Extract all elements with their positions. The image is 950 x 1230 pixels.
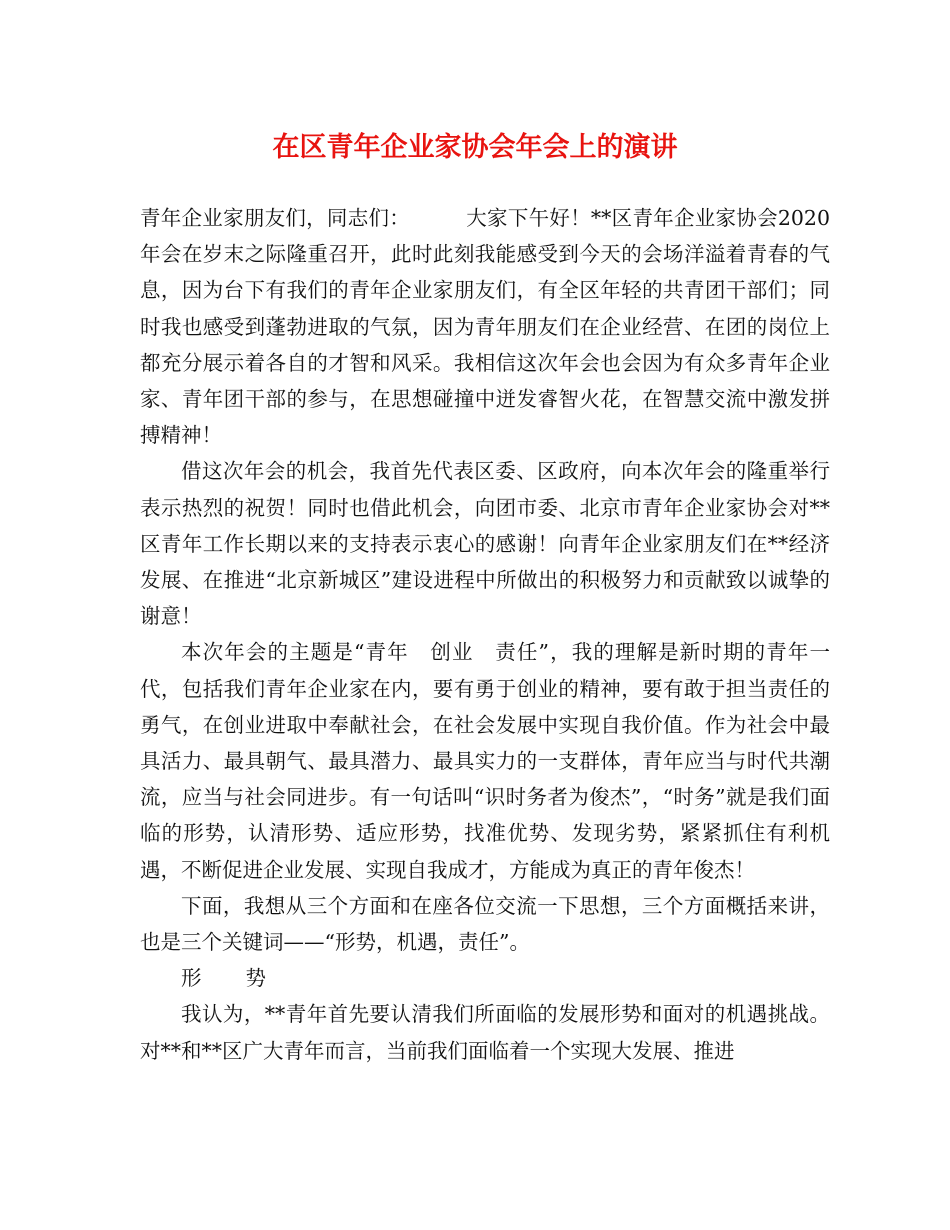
document-body bbox=[140, 200, 830, 1069]
paragraph-5: 我认为，**青年首先要认清我们所面临的发展形势和面对的机遇挑战。对**和**区广大青年而言，当前我们面临着一个实现大发展、推进 bbox=[140, 1002, 830, 1063]
document-title: 在区青年企业家协会年会上的演讲 bbox=[272, 132, 678, 163]
section-heading: 形势 bbox=[181, 966, 310, 991]
paragraph-4: 下面，我想从三个方面和在座各位交流一下思想，三个方面概括来讲，也是三个关键词——“形势，机遇，责任”。 bbox=[140, 893, 830, 955]
paragraph-3: 本次年会的主题是“青年 创业 责任”，我的理解是新时期的青年一代，包括我们青年企业家在内，要有勇于创业的精神，要有敢于担当责任的勇气，在创业进取中奉献社会，在社会发展中实现自我价值。作为社会中最具活力、最具朝气、最具潜力、最具实力的一支群体，青年应当与时代共潮流，应当与社会同进步。有一句话叫“识时务者为俊杰”，“时务”就是我们面临的形势，认清形势、适应形势，找准优势、发现劣势，紧紧抓住有利机遇，不断促进企业发展、实现自我成才，方能成为真正的青年俊杰！ bbox=[140, 640, 830, 882]
paragraph-2: 借这次年会的机会，我首先代表区委、区政府，向本次年会的隆重举行表示热烈的祝贺！同时也借此机会，向团市委、北京市青年企业家协会对**区青年工作长期以来的支持表示衷心的感谢！向青年企业家朋友们在**经济发展、在推进“北京新城区”建设进程中所做出的积极努力和贡献致以诚挚的谢意！ bbox=[140, 459, 830, 629]
opening-paragraph bbox=[140, 200, 830, 453]
paragraph-1: 大家下午好！**区青年企业家协会2020年会在岁末之际隆重召开，此时此刻我能感受到今天的会场洋溢着青春的气息，因为台下有我们的青年企业家朋友们，有全区年轻的共青团干部们；同时我也感受到蓬勃进取的气氛，因为青年朋友们在企业经营、在团的岗位上都充分展示着各自的才智和风采。我相信这次年会也会因为有众多青年企业家、青年团干部的参与，在思想碰撞中迸发睿智火花，在智慧交流中激发拼搏精神！ bbox=[140, 206, 831, 448]
salutation: 青年企业家朋友们，同志们： bbox=[140, 206, 411, 230]
